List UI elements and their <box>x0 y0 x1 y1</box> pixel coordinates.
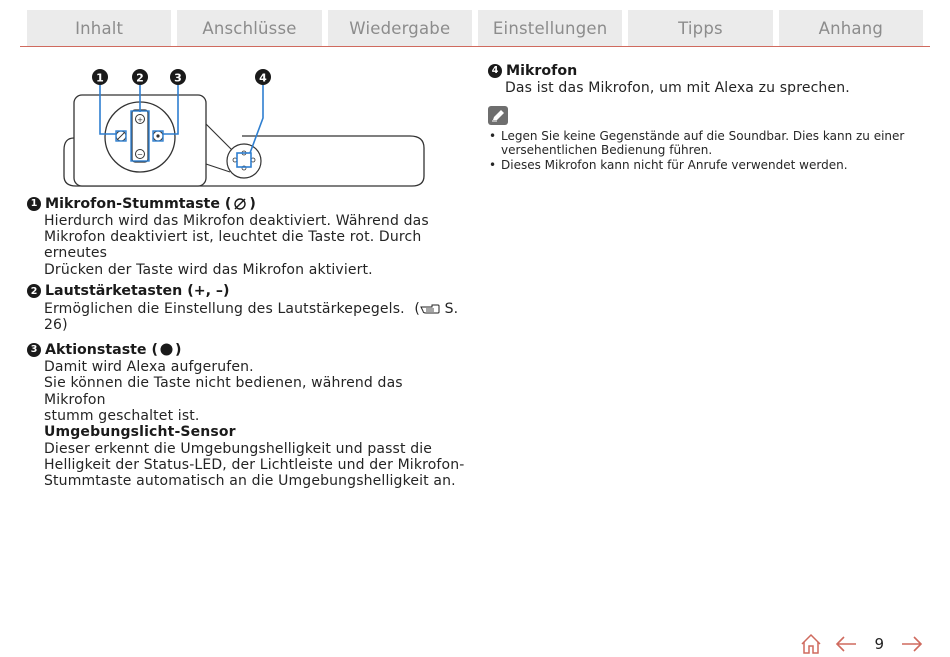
svg-text:+: + <box>137 116 143 124</box>
item-mute-title-end: ) <box>249 195 256 212</box>
ambient-light-sensor-heading: Umgebungslicht-Sensor <box>44 424 236 441</box>
note-item: • Legen Sie keine Gegenstände auf die Soundbar. Dies kann zu einer versehentlichen Bedienung führen. <box>488 129 908 157</box>
text-line: Dieser erkennt die Umgebungshelligkeit und passt die <box>44 441 433 458</box>
text-line: Sie können die Taste nicht bedienen, während das Mikrofon <box>44 375 403 408</box>
text-line: Drücken der Taste wird das Mikrofon aktiviert. <box>44 261 373 278</box>
text-line: Ermöglichen die Einstellung des Lautstärkepegels. <box>44 300 405 317</box>
left-column <box>27 194 467 490</box>
number-badge: 1 <box>27 197 41 211</box>
text-line: Hierdurch wird das Mikrofon deaktiviert. Während das <box>44 213 429 229</box>
tab-anschluesse[interactable]: Anschlüsse <box>177 10 321 46</box>
callout-4 <box>255 69 271 85</box>
item-mic-heading <box>488 61 908 80</box>
tab-inhalt[interactable]: Inhalt <box>27 10 171 46</box>
arrow-right-icon[interactable] <box>900 634 924 654</box>
svg-text:2: 2 <box>136 71 144 85</box>
pencil-icon <box>488 106 508 125</box>
tab-divider <box>20 46 930 47</box>
number-badge: 2 <box>27 284 41 298</box>
item-action-title: Aktionstaste ( <box>45 341 158 358</box>
home-icon[interactable] <box>800 633 822 655</box>
text-line: Das ist das Mikrofon, um mit Alexa zu sprechen. <box>505 80 850 96</box>
arrow-left-icon[interactable] <box>834 634 858 654</box>
item-mute-heading <box>27 194 467 213</box>
tab-einstellungen[interactable]: Einstellungen <box>478 10 622 46</box>
text-line: Mikrofon deaktiviert ist, leuchtet die Taste rot. Durch erneutes <box>44 229 422 262</box>
item-action-heading <box>27 340 467 359</box>
callout-1 <box>92 69 108 85</box>
item-mic-title: Mikrofon <box>506 62 578 79</box>
tab-bar <box>27 10 923 46</box>
item-action-title-end: ) <box>174 341 182 358</box>
tab-wiedergabe[interactable]: Wiedergabe <box>328 10 472 46</box>
text-line: Damit wird Alexa aufgerufen. <box>44 359 254 376</box>
action-dot-icon <box>160 343 173 356</box>
item-volume-title: Lautstärketasten (+, –) <box>45 283 230 300</box>
text-line: Stummtaste automatisch an die Umgebungshelligkeit an. <box>44 473 456 490</box>
soundbar-top-diagram <box>60 64 430 190</box>
mic-mute-icon <box>233 197 247 211</box>
svg-text:1: 1 <box>96 71 104 85</box>
notes-list <box>488 129 908 172</box>
ref-open: ( <box>414 300 420 317</box>
svg-text:−: − <box>137 150 143 159</box>
item-mute-title: Mikrofon-Stummtaste ( <box>45 195 232 212</box>
item-volume-body <box>44 301 467 333</box>
tab-anhang[interactable]: Anhang <box>779 10 923 46</box>
item-volume-heading <box>27 282 467 301</box>
item-action-body <box>44 359 467 489</box>
item-mic-body <box>505 80 908 96</box>
page-navigation <box>800 630 924 657</box>
callout-3 <box>170 69 186 85</box>
note-item: • Dieses Mikrofon kann nicht für Anrufe verwendet werden. <box>488 158 908 172</box>
callout-2 <box>132 69 148 85</box>
number-badge: 3 <box>27 343 41 357</box>
item-mute-body <box>44 213 467 278</box>
right-column <box>488 61 908 172</box>
pointing-hand-icon <box>420 303 440 315</box>
page-ref-link[interactable]: S. 26) <box>44 300 459 334</box>
page-number: 9 <box>874 635 884 653</box>
svg-text:3: 3 <box>174 71 182 85</box>
number-badge: 4 <box>488 64 502 78</box>
svg-text:4: 4 <box>259 71 267 85</box>
text-line: Helligkeit der Status-LED, der Lichtleiste und der Mikrofon- <box>44 457 465 474</box>
text-line: stumm geschaltet ist. <box>44 407 200 424</box>
tab-tipps[interactable]: Tipps <box>628 10 772 46</box>
